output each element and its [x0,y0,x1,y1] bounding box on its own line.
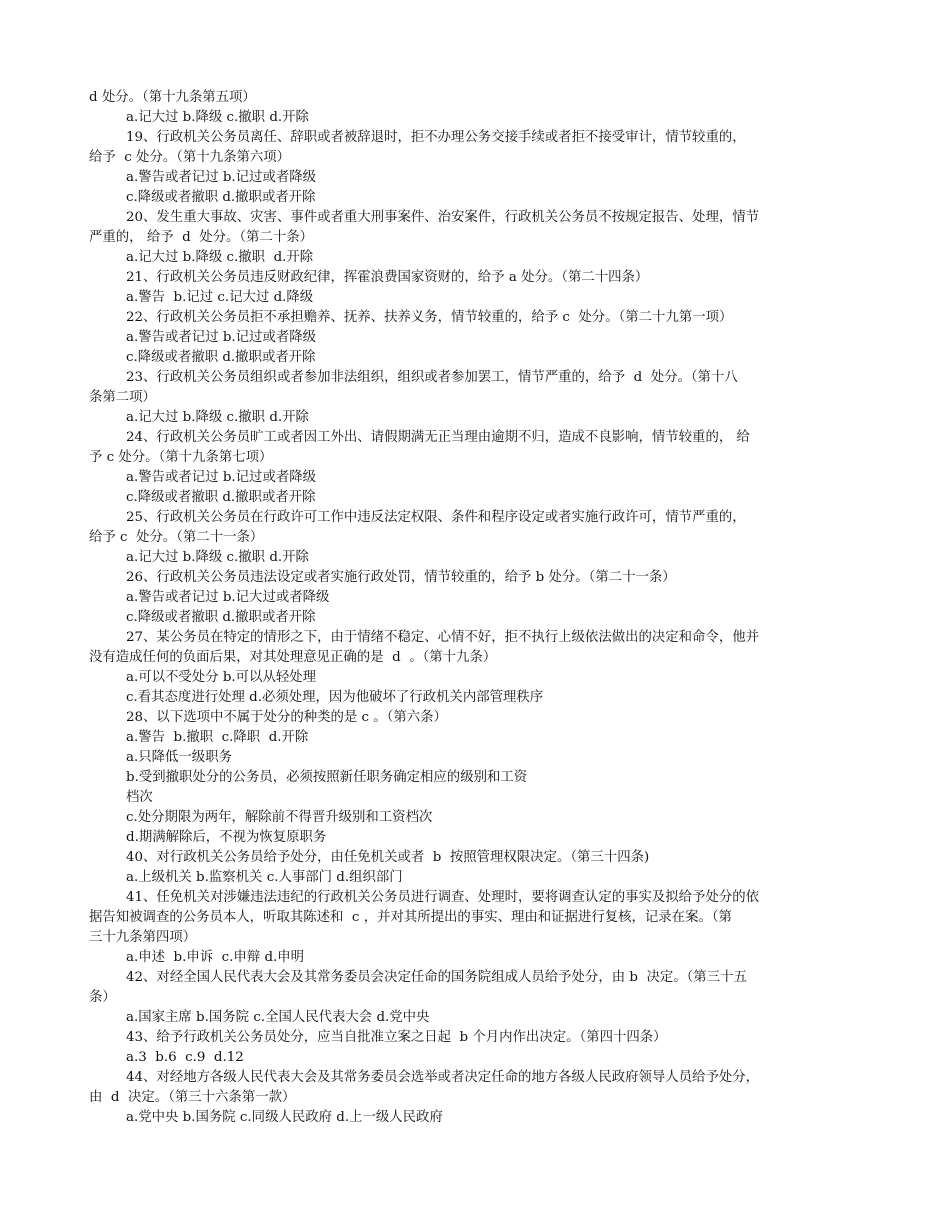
text-line: 档次 [126,790,153,805]
text-line: 条） [89,990,116,1005]
text-line: a.警告 b.撤职 c.降职 d.开除 [126,730,309,745]
text-line: 25、行政机关公务员在行政许可工作中违反法定权限、条件和程序设定或者实施行政许可，情节严重的， [126,510,746,525]
text-line: 26、行政机关公务员违法设定或者实施行政处罚，情节较重的，给予 b 处分。（第二十一条） [126,570,676,585]
text-line: a.只降低一级职务 [126,750,232,765]
text-line: 予 c 处分。（第十九条第七项） [89,450,273,465]
text-line: 20、发生重大事故、灾害、事件或者重大刑事案件、治安案件，行政机关公务员不按规定报告、处理，情节 [126,210,760,225]
text-line: 没有造成任何的负面后果，对其处理意见正确的是 d 。（第十九条） [89,650,497,665]
text-line: a.记大过 b.降级 c.撤职 d.开除 [126,550,309,565]
text-line: 28、以下选项中不属于处分的种类的是 c 。（第六条） [126,710,447,725]
text-line: a.警告或者记过 b.记大过或者降级 [126,590,330,605]
text-line: 22、行政机关公务员拒不承担赡养、抚养、扶养义务，情节较重的，给予 c 处分。（第二十九第一项） [126,310,733,325]
text-line: d.期满解除后，不视为恢复原职务 [126,830,327,845]
text-line: 由 d 决定。（第三十六条第一款） [89,1090,296,1105]
text-line: 24、行政机关公务员旷工或者因工外出、请假期满无正当理由逾期不归，造成不良影响，情节较重的， 给 [126,430,750,445]
text-line: 据告知被调查的公务员本人，听取其陈述和 c ，并对其所提出的事实、理由和证据进行复核，记录在案。（第 [89,910,732,925]
text-line: a.警告或者记过 b.记过或者降级 [126,170,317,185]
text-line: c.降级或者撤职 d.撤职或者开除 [126,610,316,625]
text-line: 44、对经地方各级人民代表大会及其常务委员会选举或者决定任命的地方各级人民政府领导人员给予处分， [126,1070,760,1085]
text-line: 21、行政机关公务员违反财政纪律，挥霍浪费国家资财的，给予 a 处分。（第二十四条） [126,270,649,285]
text-line: 27、某公务员在特定的情形之下，由于情绪不稳定、心情不好，拒不执行上级依法做出的决定和命令，他并 [126,630,760,645]
text-line: a.上级机关 b.监察机关 c.人事部门 d.组织部门 [126,870,403,885]
text-line: c.降级或者撤职 d.撤职或者开除 [126,490,316,505]
text-line: d 处分。（第十九条第五项） [89,90,256,105]
text-line: 23、行政机关公务员组织或者参加非法组织，组织或者参加罢工，情节严重的，给予 d 处分。（第十八 [126,370,738,385]
text-line: a.申述 b.申诉 c.申辩 d.申明 [126,950,305,965]
text-line: c.处分期限为两年，解除前不得晋升级别和工资档次 [126,810,433,825]
text-line: a.可以不受处分 b.可以从轻处理 [126,670,317,685]
text-line: c.降级或者撤职 d.撤职或者开除 [126,190,316,205]
text-line: 条第二项） [89,390,156,405]
text-line: 给予 c 处分。（第十九条第六项） [89,150,291,165]
text-line: a.记大过 b.降级 c.撤职 d.开除 [126,110,309,125]
text-line: 42、对经全国人民代表大会及其常务委员会决定任命的国务院组成人员给予处分，由 b 决定。（第三十五 [126,970,747,985]
text-line: 严重的， 给予 d 处分。（第二十条） [89,230,314,245]
text-line: 43、给予行政机关公务员处分，应当自批准立案之日起 b 个月内作出决定。（第四十四条） [126,1030,667,1045]
text-line: a.警告 b.记过 c.记大过 d.降级 [126,290,314,305]
text-line: 19、行政机关公务员离任、辞职或者被辞退时，拒不办理公务交接手续或者拒不接受审计，情节较重的， [126,130,746,145]
text-line: c.降级或者撤职 d.撤职或者开除 [126,350,316,365]
text-line: 40、对行政机关公务员给予处分，由任免机关或者 b 按照管理权限决定。（第三十四条) [126,850,650,865]
text-line: a.警告或者记过 b.记过或者降级 [126,330,317,345]
text-line: 三十九条第四项） [89,930,197,945]
text-line: a.警告或者记过 b.记过或者降级 [126,470,317,485]
text-line: a.记大过 b.降级 c.撤职 d.开除 [126,250,314,265]
text-line: c.看其态度进行处理 d.必须处理，因为他破坏了行政机关内部管理秩序 [126,690,544,705]
text-line: 给予 c 处分。（第二十一条） [89,530,264,545]
text-line: b.受到撤职处分的公务员，必须按照新任职务确定相应的级别和工资 [126,770,528,785]
text-line: 41、任免机关对涉嫌违法违纪的行政机关公务员进行调查、处理时，要将调查认定的事实及拟给予处分的依 [126,890,760,905]
text-line: a.党中央 b.国务院 c.同级人民政府 d.上一级人民政府 [126,1110,443,1125]
text-line: a.3 b.6 c.9 d.12 [126,1050,244,1065]
text-line: a.记大过 b.降级 c.撤职 d.开除 [126,410,309,425]
text-line: a.国家主席 b.国务院 c.全国人民代表大会 d.党中央 [126,1010,430,1025]
